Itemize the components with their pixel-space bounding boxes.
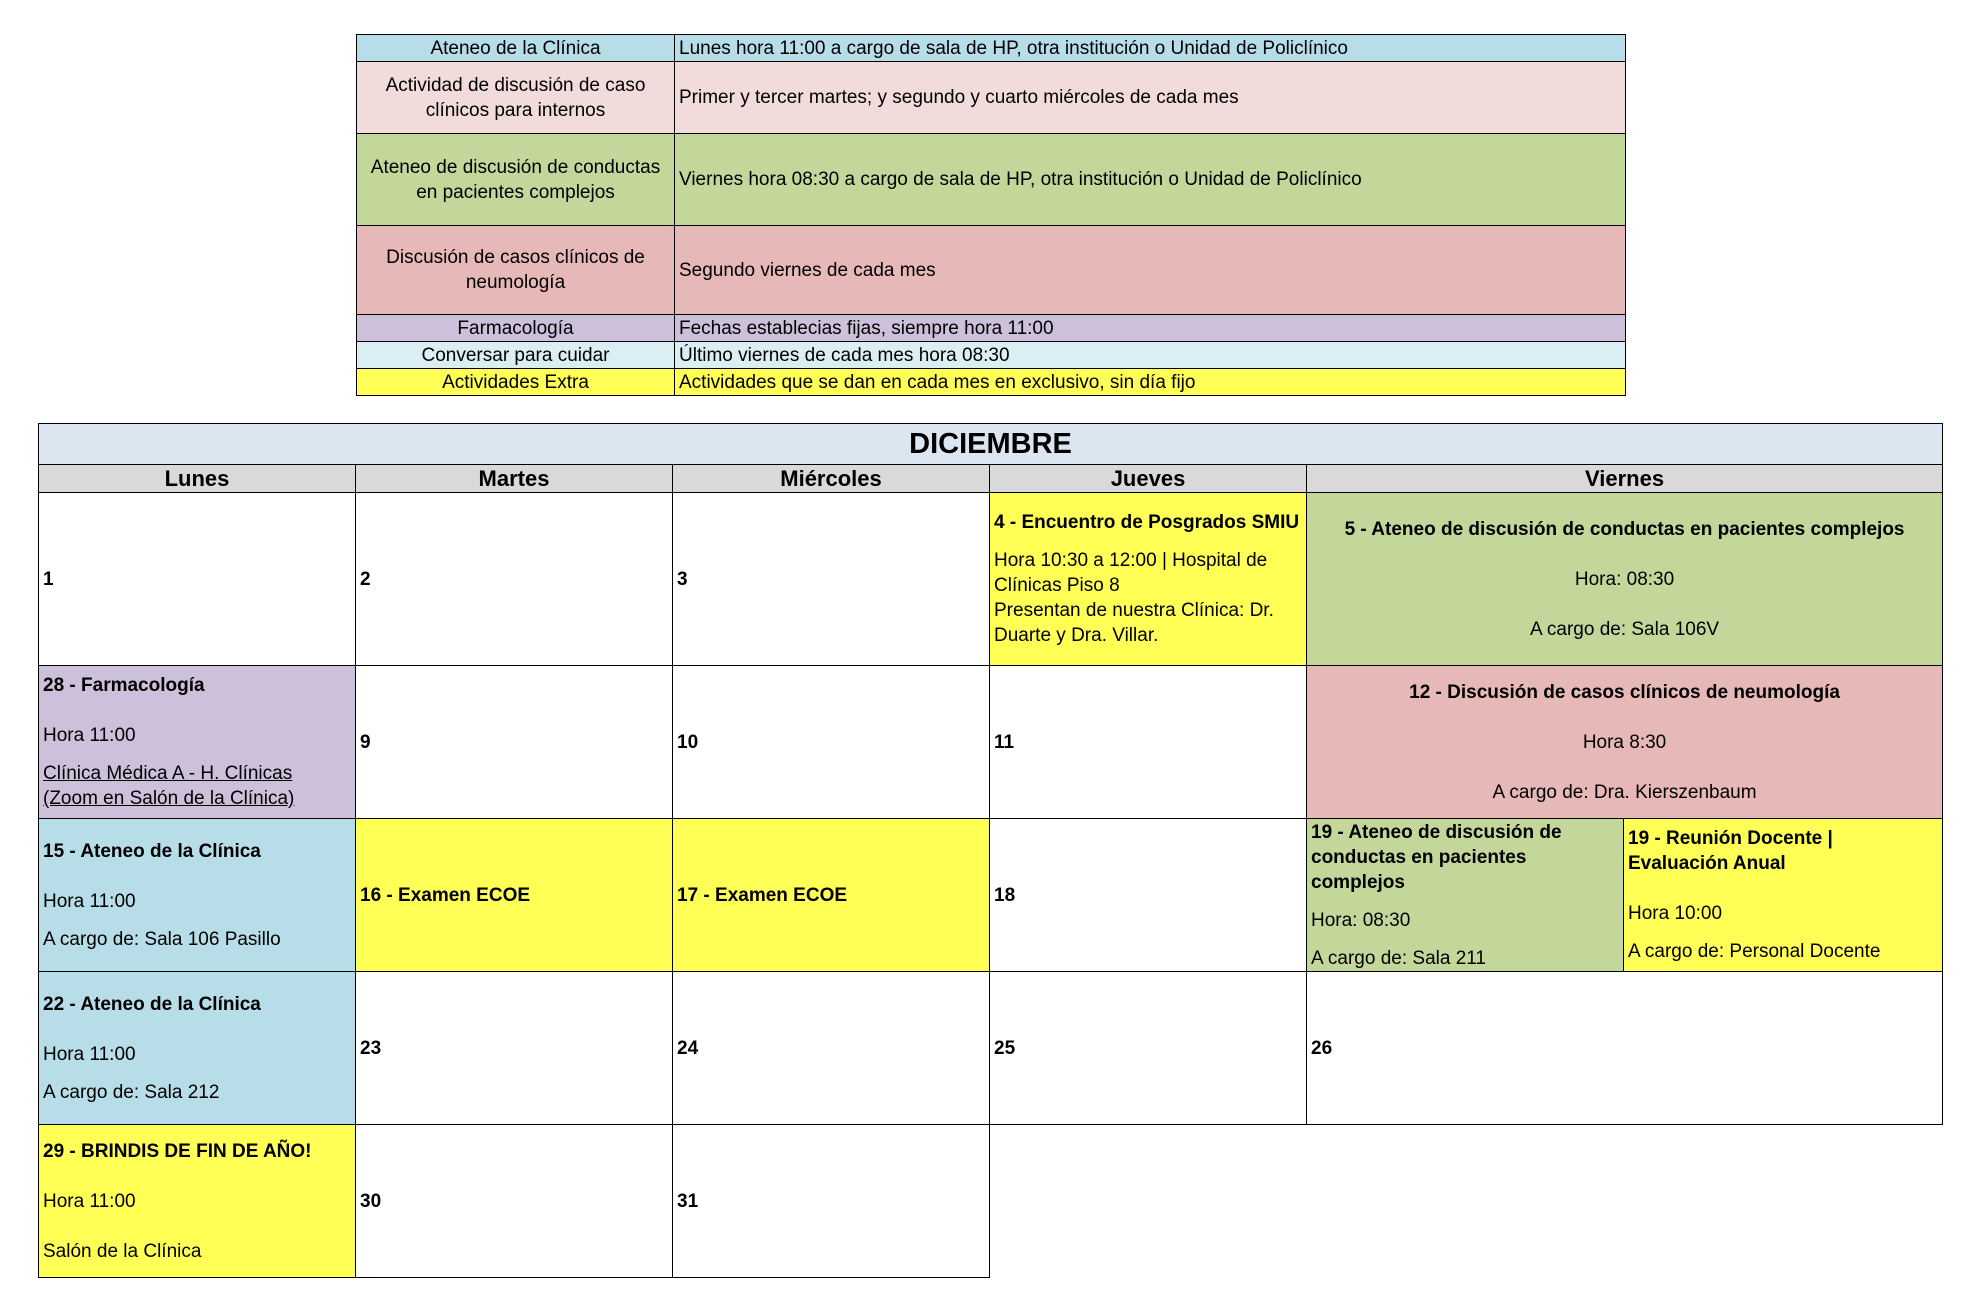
calendar-table <box>38 423 1943 1278</box>
legend-desc: Viernes hora 08:30 a cargo de sala de HP, otra institución o Unidad de Policlínico <box>675 134 1626 226</box>
day-cell-12 <box>1307 666 1943 819</box>
empty-cell <box>1307 1125 1943 1278</box>
day-cell-30: 30 <box>356 1125 673 1278</box>
legend-desc: Primer y tercer martes; y segundo y cuarto miércoles de cada mes <box>675 62 1626 134</box>
day-cell-19-reunion <box>1624 819 1943 972</box>
event-time: Hora: 08:30 <box>1574 568 1675 590</box>
week-row <box>39 1125 1943 1278</box>
weekday-header-row <box>39 465 1943 493</box>
legend-name: Ateneo de discusión de conductas en pacientes complejos <box>357 134 675 226</box>
legend-row <box>357 226 1626 315</box>
day-cell-24: 24 <box>673 972 990 1125</box>
event-time: Hora 11:00 <box>43 890 136 912</box>
legend-name: Discusión de casos clínicos de neumología <box>357 226 675 315</box>
event-location: Salón de la Clínica <box>43 1240 202 1262</box>
day-cell-8 <box>39 666 356 819</box>
event-time-location: Hora 10:30 a 12:00 | Hospital de Clínicas Piso 8 <box>994 550 1268 596</box>
day-cell-18: 18 <box>990 819 1307 972</box>
event-location-link[interactable]: Clínica Médica A - H. Clínicas (Zoom en Salón de la Clínica) <box>43 763 295 809</box>
day-cell-3: 3 <box>673 493 990 666</box>
legend-desc: Lunes hora 11:00 a cargo de sala de HP, otra institución o Unidad de Policlínico <box>675 35 1626 62</box>
event-host: A cargo de: Dra. Kierszenbaum <box>1492 781 1757 803</box>
event-title: 15 - Ateneo de la Clínica <box>43 840 261 862</box>
legend-row <box>357 315 1626 342</box>
weekday-thursday: Jueves <box>990 465 1307 493</box>
event-title: 22 - Ateneo de la Clínica <box>43 993 261 1015</box>
event-title: 19 - Ateneo de discusión de conductas en pacientes complejos <box>1311 821 1562 893</box>
empty-cell <box>990 1125 1307 1278</box>
event-presenters: Presentan de nuestra Clínica: Dr. Duarte y Dra. Villar. <box>994 600 1274 646</box>
event-time: Hora 10:00 <box>1628 903 1723 924</box>
day-cell-19-ateneo <box>1307 819 1624 972</box>
day-cell-23: 23 <box>356 972 673 1125</box>
day-cell-22 <box>39 972 356 1125</box>
week-row <box>39 666 1943 819</box>
day-cell-17: 17 - Examen ECOE <box>673 819 990 972</box>
day-cell-9: 9 <box>356 666 673 819</box>
event-time: Hora: 08:30 <box>1311 909 1411 931</box>
week-row <box>39 493 1943 666</box>
day-cell-11: 11 <box>990 666 1307 819</box>
event-host: A cargo de: Sala 106 Pasillo <box>43 928 281 950</box>
event-title: 5 - Ateneo de discusión de conductas en pacientes complejos <box>1344 518 1905 540</box>
event-title: 29 - BRINDIS DE FIN DE AÑO! <box>43 1140 312 1162</box>
day-cell-16: 16 - Examen ECOE <box>356 819 673 972</box>
day-cell-4 <box>990 493 1307 666</box>
event-title: 12 - Discusión de casos clínicos de neumología <box>1409 681 1840 703</box>
day-cell-26: 26 <box>1307 972 1943 1125</box>
legend-row <box>357 369 1626 396</box>
week-row <box>39 972 1943 1125</box>
weekday-wednesday: Miércoles <box>673 465 990 493</box>
legend-name: Farmacología <box>357 315 675 342</box>
legend-name: Conversar para cuidar <box>357 342 675 369</box>
legend-desc: Fechas establecias fijas, siempre hora 11:00 <box>675 315 1626 342</box>
legend-desc: Último viernes de cada mes hora 08:30 <box>675 342 1626 369</box>
event-title: 28 - Farmacología <box>43 675 205 696</box>
legend-name: Actividad de discusión de caso clínicos para internos <box>357 62 675 134</box>
day-cell-5 <box>1307 493 1943 666</box>
event-title: 19 - Reunión Docente | Evaluación Anual <box>1628 828 1833 874</box>
legend-row <box>357 62 1626 134</box>
event-title: 4 - Encuentro de Posgrados SMIU <box>994 512 1300 533</box>
weekday-tuesday: Martes <box>356 465 673 493</box>
legend-row <box>357 342 1626 369</box>
legend-row <box>357 35 1626 62</box>
event-time: Hora 8:30 <box>1582 731 1667 753</box>
weekday-monday: Lunes <box>39 465 356 493</box>
week-row <box>39 819 1943 972</box>
day-cell-1: 1 <box>39 493 356 666</box>
event-time: Hora 11:00 <box>43 725 136 746</box>
month-title: DICIEMBRE <box>39 424 1943 465</box>
event-time: Hora 11:00 <box>43 1043 136 1065</box>
legend-row <box>357 134 1626 226</box>
event-host: A cargo de: Sala 212 <box>43 1081 220 1103</box>
day-cell-2: 2 <box>356 493 673 666</box>
day-cell-10: 10 <box>673 666 990 819</box>
legend-name: Actividades Extra <box>357 369 675 396</box>
event-host: A cargo de: Sala 211 <box>1311 947 1486 969</box>
day-cell-31: 31 <box>673 1125 990 1278</box>
legend-desc: Segundo viernes de cada mes <box>675 226 1626 315</box>
event-time: Hora 11:00 <box>43 1190 136 1212</box>
legend-name: Ateneo de la Clínica <box>357 35 675 62</box>
legend-desc: Actividades que se dan en cada mes en exclusivo, sin día fijo <box>675 369 1626 396</box>
day-cell-29 <box>39 1125 356 1278</box>
day-cell-15 <box>39 819 356 972</box>
day-cell-25: 25 <box>990 972 1307 1125</box>
activity-legend <box>356 34 1626 396</box>
month-header-row <box>39 424 1943 465</box>
weekday-friday: Viernes <box>1307 465 1943 493</box>
event-host: A cargo de: Sala 106V <box>1529 618 1720 640</box>
event-host: A cargo de: Personal Docente <box>1628 941 1881 962</box>
